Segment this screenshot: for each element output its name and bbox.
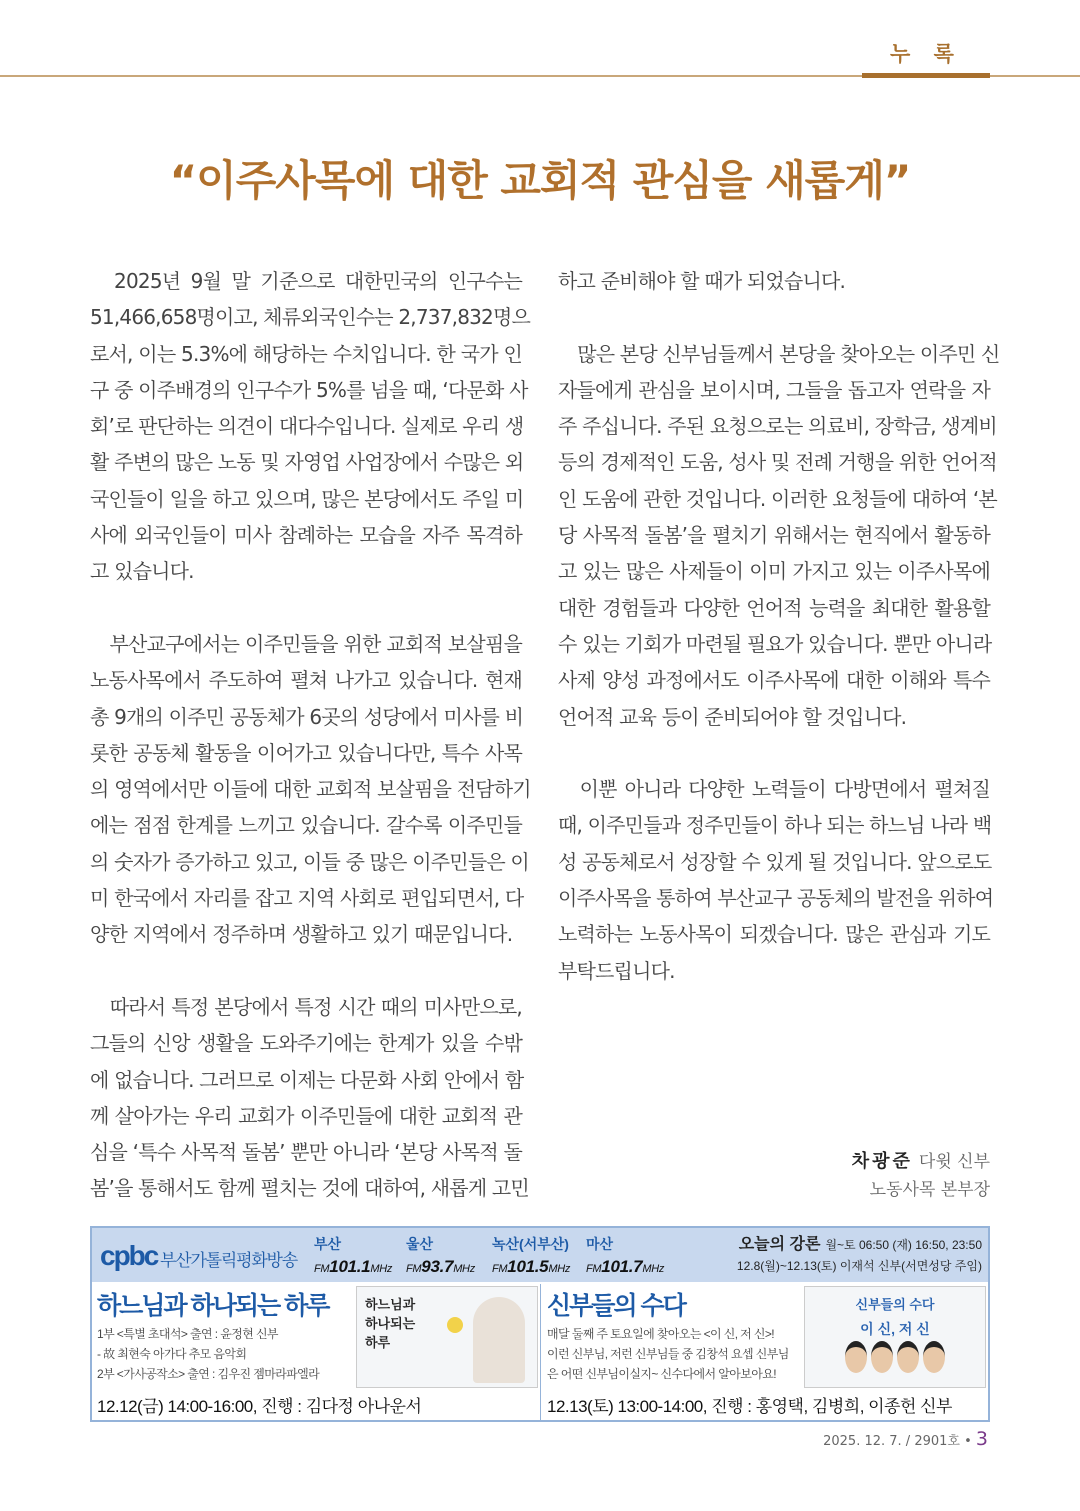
program-1-thumbnail [356, 1286, 538, 1388]
article-title: “이주사목에 대한 교회적 관심을 새롭게” [169, 156, 911, 205]
text-line: 에는 점점 한계를 느끼고 있습니다. 갈수록 이주민들 [90, 813, 522, 838]
text-line: 양한 지역에서 정주하며 생활하고 있기 때문입니다. [90, 922, 513, 947]
text-line: 노동사목에서 주도하여 펼쳐 나가고 있습니다. 현재 [90, 668, 522, 693]
frequency-3 [586, 1234, 664, 1277]
text-line: 께 살아가는 우리 교회가 이주민들에 대한 교회적 관 [90, 1103, 522, 1128]
band: FM [314, 1263, 330, 1275]
frequency-value [406, 1257, 475, 1277]
text-line: 자들에게 관심을 보이시며, 그들을 돕고자 연락을 자 [558, 377, 990, 402]
text-line: 미 한국에서 자리를 잡고 지역 사회로 편입되면서, 다 [90, 886, 524, 911]
text-line: 고 있습니다. [90, 559, 194, 584]
program-2-desc [547, 1324, 789, 1384]
author-name: 차광준 [851, 1151, 913, 1172]
page-number: 3 [975, 1428, 988, 1450]
frequency-city: 녹산(서부산) [492, 1236, 569, 1252]
text-line: 수 있는 기회가 마련될 필요가 있습니다. 뿐만 아니라 [558, 631, 992, 656]
text-line: 국인들이 일을 하고 있으며, 많은 본당에서도 주일 미 [90, 486, 524, 511]
text-line: 언어적 교육 등이 준비되어야 할 것입니다. [558, 704, 907, 729]
header-accent-bar [862, 73, 990, 78]
program-1 [92, 1284, 538, 1420]
text-line: 로서, 이는 5.3%에 해당하는 수치입니다. 한 국가 인 [90, 341, 522, 366]
paragraph-gap [90, 590, 522, 626]
text-line: 부탁드립니다. [558, 958, 675, 983]
article-right-column [558, 263, 1000, 989]
desc-line: 1부 <특별 초대석> 출연 : 윤정현 신부 [97, 1327, 278, 1341]
text-line: 총 9개의 이주민 공동체가 6곳의 성당에서 미사를 비 [90, 704, 524, 729]
text-line: 인 도움에 관한 것입니다. 이러한 요청들에 대하여 ‘본 [558, 486, 997, 511]
section-label: 누 록 [890, 42, 962, 66]
text-line: 활 주변의 많은 노동 및 자영업 사업장에서 수많은 외 [90, 450, 524, 475]
priests-caricature [843, 1341, 947, 1379]
frequency-0 [314, 1234, 392, 1277]
text-line: 따라서 특정 본당에서 특정 시간 때의 미사만으로, [90, 994, 522, 1019]
desc-line: - 故 최현숙 아가다 추모 음악회 [97, 1347, 247, 1361]
program-2-schedule: 12.13(토) 13:00-14:00, 진행 : 홍영택, 김병희, 이종헌 신부 [547, 1397, 952, 1416]
page-footer [823, 1428, 988, 1450]
band: FM [586, 1263, 602, 1275]
paragraph-gap [90, 953, 522, 989]
author-signature [852, 1148, 990, 1204]
text-line: 의 숫자가 증가하고 있고, 이들 중 많은 이주민들은 이 [90, 849, 529, 874]
text-line: 이주사목을 통하여 부산교구 공동체의 발전을 위하여 [558, 886, 994, 911]
program-1-schedule: 12.12(금) 14:00-16:00, 진행 : 김다정 아나운서 [97, 1397, 422, 1416]
todays-homily [737, 1234, 982, 1277]
mhz: 101.1 [329, 1257, 371, 1276]
author-title: 다윗 신부 [918, 1152, 990, 1172]
homily-times: 월~토 06:50 (재) 16:50, 23:50 [825, 1238, 982, 1252]
article-left-column [90, 263, 531, 1207]
cpbc-logo: cpbc [100, 1240, 158, 1271]
station-name: 부산가톨릭평화방송 [160, 1251, 297, 1270]
text-line: 의 영역에서만 이들에 대한 교회적 보살핌을 전담하기 [90, 777, 531, 802]
text-line: 2025년 9월 말 기준으로 대한민국의 인구수는 [90, 269, 522, 293]
text-line: 구 중 이주배경의 인구수가 5%를 넘을 때, ‘다문화 사 [90, 377, 528, 402]
desc-line: 2부 <가사공작소> 출연 : 김우진 젬마라파엘라 [97, 1367, 320, 1381]
text-line: 이뿐 아니라 다양한 노력들이 다방면에서 펼쳐질 [558, 777, 990, 802]
frequency-city: 부산 [314, 1236, 342, 1252]
author-role: 노동사목 본부장 [869, 1180, 990, 1200]
unit: MHz [370, 1263, 393, 1275]
program-1-desc [97, 1324, 319, 1384]
host-photo [473, 1297, 525, 1383]
frequency-city: 마산 [586, 1236, 614, 1252]
unit: MHz [642, 1263, 665, 1275]
issue-info: 2025. 12. 7. / 2901호 • [823, 1434, 972, 1449]
desc-line: 이런 신부님, 저런 신부님들 중 김창석 요셉 신부님 [547, 1347, 789, 1361]
text-line: 사에 외국인들이 미사 참례하는 모습을 자주 목격하 [90, 523, 522, 548]
text-line: 회’로 판단하는 의견이 대다수입니다. 실제로 우리 생 [90, 414, 524, 439]
text-line: 성 공동체로서 성장할 수 있게 될 것입니다. 앞으로도 [558, 849, 992, 874]
text-line: 많은 본당 신부님들께서 본당을 찾아오는 이주민 신 [558, 341, 1000, 366]
mhz: 93.7 [421, 1257, 454, 1276]
text-line: 고 있는 많은 사제들이 이미 가지고 있는 이주사목에 [558, 559, 990, 584]
flower-icon [447, 1317, 463, 1333]
program-divider [540, 1284, 541, 1420]
text-line: 봄’을 통해서도 함께 펼치는 것에 대하여, 새롭게 고민 [90, 1176, 529, 1201]
mhz: 101.7 [601, 1257, 643, 1276]
text-line: 등의 경제적인 도움, 성사 및 전례 거행을 위한 언어적 [558, 450, 997, 475]
text-line: 그들의 신앙 생활을 도와주기에는 한계가 있을 수밖 [90, 1031, 522, 1056]
unit: MHz [453, 1263, 475, 1275]
thumbnail-subtitle: 이 신, 저 신 [860, 1321, 930, 1337]
frequency-value [586, 1257, 664, 1277]
text-line: 심을 ‘특수 사목적 돌봄’ 뿐만 아니라 ‘본당 사목적 돌 [90, 1140, 522, 1165]
band: FM [492, 1263, 508, 1275]
text-line: 주 주십니다. 주된 요청으로는 의료비, 장학금, 생계비 [558, 414, 997, 439]
frequency-value [314, 1257, 392, 1277]
paragraph-gap [558, 735, 990, 771]
unit: MHz [548, 1263, 571, 1275]
text-line: 당 사목적 돌봄’을 펼치기 위해서는 현직에서 활동하 [558, 523, 990, 548]
banner-top-band [92, 1228, 988, 1282]
program-2 [542, 1284, 988, 1420]
text-line: 대한 경험들과 다양한 언어적 능력을 최대한 활용할 [558, 595, 990, 620]
text-line: 롯한 공동체 활동을 이어가고 있습니다만, 특수 사목 [90, 740, 522, 765]
radio-ad-banner [90, 1226, 990, 1422]
frequency-city: 울산 [406, 1236, 434, 1252]
text-line: 노력하는 노동사목이 되겠습니다. 많은 관심과 기도 [558, 922, 990, 947]
text-line: 에 없습니다. 그러므로 이제는 다문화 사회 안에서 함 [90, 1067, 524, 1092]
homily-title: 오늘의 강론 [738, 1236, 821, 1253]
text-line: 때, 이주민들과 정주민들이 하나 되는 하느님 나라 백 [558, 813, 992, 838]
thumbnail-title: 신부들의 수다 [855, 1297, 935, 1312]
text-line: 51,466,658명이고, 체류외국인수는 2,737,832명으 [90, 305, 531, 330]
frequency-2 [492, 1234, 570, 1277]
program-2-title: 신부들의 수다 [547, 1292, 685, 1320]
desc-line: 은 어떤 신부님이실지~ 신수다에서 알아보아요! [547, 1367, 776, 1381]
text-line: 하고 준비해야 할 때가 되었습니다. [558, 269, 846, 293]
thumbnail-title: 하느님과 하나되는 하루 [365, 1297, 416, 1350]
frequency-value [492, 1257, 570, 1277]
text-line: 사제 양성 과정에서도 이주사목에 대한 이해와 특수 [558, 668, 990, 693]
mhz: 101.5 [507, 1257, 549, 1276]
program-2-thumbnail [804, 1286, 986, 1388]
program-1-title: 하느님과 하나되는 하루 [97, 1292, 329, 1320]
band: FM [406, 1263, 422, 1275]
homily-detail: 12.8(월)~12.13(토) 이재석 신부(서면성당 주임) [736, 1259, 982, 1273]
frequency-1 [406, 1234, 475, 1277]
paragraph-gap [558, 299, 990, 335]
desc-line: 매달 둘째 주 토요일에 찾아오는 <이 신, 저 신>! [547, 1327, 775, 1341]
text-line: 부산교구에서는 이주민들을 위한 교회적 보살핌을 [90, 631, 522, 656]
